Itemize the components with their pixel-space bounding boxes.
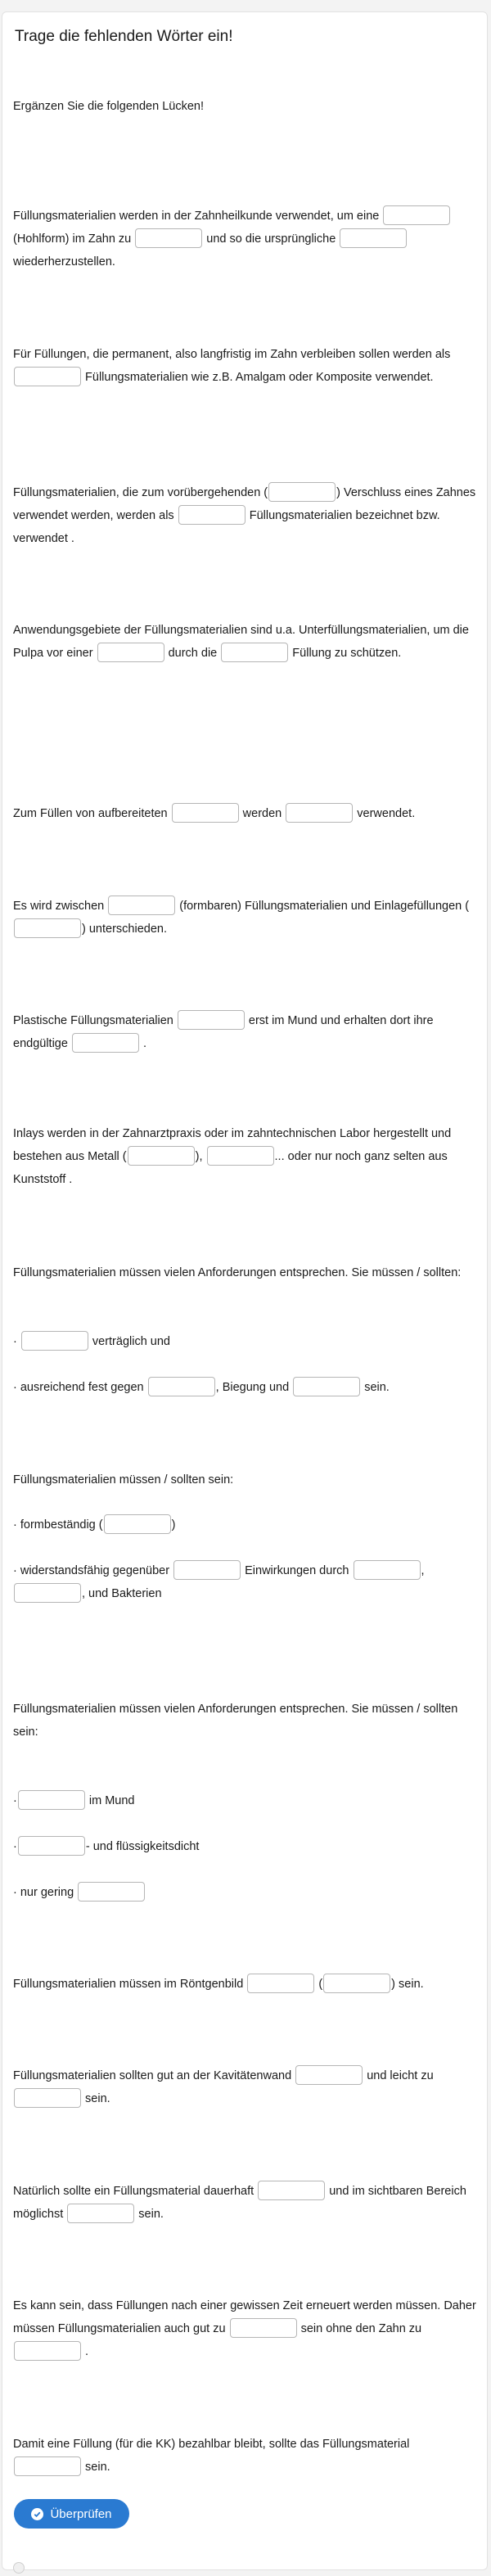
gap-input[interactable] xyxy=(128,1146,195,1166)
paragraph-text: und leicht zu xyxy=(363,2069,434,2082)
paragraph-text: , Biegung und xyxy=(215,1381,293,1394)
paragraph-text: wiederherzustellen. xyxy=(13,255,115,268)
gap-input[interactable] xyxy=(21,1331,88,1351)
cloze-paragraph xyxy=(13,481,478,550)
gap-input[interactable] xyxy=(247,1974,314,1993)
paragraph-text: ), xyxy=(195,1150,206,1163)
paragraph-text: durch die xyxy=(164,647,221,660)
gap-input[interactable] xyxy=(340,228,407,248)
cloze-paragraph xyxy=(13,1789,478,1812)
paragraph-text: · formbeständig ( xyxy=(13,1518,103,1532)
check-button[interactable] xyxy=(14,2499,129,2529)
paragraph-text: Inlays werden in der Zahnarztpraxis oder im zahntechnischen Labor hergestellt und bestehen aus Metall ( xyxy=(13,1127,452,1163)
gap-input[interactable] xyxy=(148,1377,215,1396)
paragraph-text: . xyxy=(139,1037,147,1050)
paragraph-text: Plastische Füllungsmaterialien xyxy=(13,1014,177,1027)
cloze-paragraph xyxy=(13,1122,478,1191)
paragraph-text: Damit eine Füllung (für die KK) bezahlbar bleibt, sollte das Füllungsmaterial xyxy=(13,2438,410,2451)
paragraph-text: werden xyxy=(239,807,286,820)
cloze-paragraph xyxy=(13,1835,478,1858)
paragraph-text: Für Füllungen, die permanent, also langfristig im Zahn verbleiben sollen werden als xyxy=(13,348,451,361)
cloze-paragraph xyxy=(13,1881,478,1904)
paragraph-text: Anwendungsgebiete der Füllungsmaterialien sind u.a. Unterfüllungsmaterialien, um die Pulpa vor einer xyxy=(13,624,469,660)
cloze-paragraph xyxy=(13,1559,478,1605)
gap-input[interactable] xyxy=(14,2456,81,2476)
gap-input[interactable] xyxy=(178,1010,245,1030)
paragraph-text: Füllungsmaterialien werden in der Zahnheilkunde verwendet, um eine xyxy=(13,210,383,223)
cloze-paragraph xyxy=(13,2180,478,2226)
cloze-paragraph xyxy=(13,1261,478,1284)
gap-input[interactable] xyxy=(97,643,164,662)
gap-input[interactable] xyxy=(72,1033,139,1053)
paragraph-text: sein. xyxy=(135,2208,164,2221)
paragraph-text: verträglich und xyxy=(88,1335,170,1348)
gap-input[interactable] xyxy=(293,1377,360,1396)
paragraph-text: erst im Mund und erhalten dort ihre endgültige xyxy=(13,1014,434,1050)
cloze-paragraph xyxy=(13,1468,478,1491)
cloze-paragraph xyxy=(13,205,478,273)
cloze-paragraph xyxy=(13,895,478,941)
paragraph-text: · xyxy=(13,1840,17,1853)
paragraph-text: sein ohne den Zahn zu xyxy=(297,2322,422,2335)
gap-input[interactable] xyxy=(104,1514,171,1534)
gap-input[interactable] xyxy=(323,1974,390,1993)
check-circle-icon xyxy=(31,2508,43,2520)
cloze-paragraph xyxy=(13,802,478,825)
exercise-title: Trage die fehlenden Wörter ein! xyxy=(15,28,233,45)
cloze-paragraph xyxy=(13,1376,478,1399)
scroll-indicator xyxy=(13,2562,25,2574)
cloze-paragraph xyxy=(13,1973,478,1996)
gap-input[interactable] xyxy=(354,1560,421,1580)
cloze-paragraph xyxy=(13,619,478,665)
gap-input[interactable] xyxy=(14,2088,81,2108)
paragraph-text: Es kann sein, dass Füllungen nach einer gewissen Zeit erneuert werden müssen. Daher müssen Füllungsmaterialien auch gut zu xyxy=(13,2299,476,2335)
paragraph-text: · xyxy=(13,1335,20,1348)
paragraph-text: im Mund xyxy=(85,1794,135,1807)
gap-input[interactable] xyxy=(258,2181,325,2200)
paragraph-text: · ausreichend fest gegen xyxy=(13,1381,147,1394)
paragraph-text: Zum Füllen von aufbereiteten xyxy=(13,807,171,820)
gap-input[interactable] xyxy=(286,803,353,823)
paragraph-text: Füllungsmaterialien müssen vielen Anforderungen entsprechen. Sie müssen / sollten sein: xyxy=(13,1703,458,1739)
paragraph-text: ) sein. xyxy=(391,1978,424,1991)
gap-input[interactable] xyxy=(14,918,81,938)
paragraph-text: (formbaren) Füllungsmaterialien und Einlagefüllungen ( xyxy=(176,900,470,913)
paragraph-text: und so die ursprüngliche xyxy=(203,232,340,246)
gap-input[interactable] xyxy=(18,1790,85,1810)
gap-input[interactable] xyxy=(172,803,239,823)
gap-input[interactable] xyxy=(14,367,81,386)
paragraph-text: ) xyxy=(171,1518,176,1532)
cloze-paragraph xyxy=(13,2294,478,2363)
gap-input[interactable] xyxy=(173,1560,241,1580)
paragraph-text: Füllungsmaterialien müssen vielen Anforderungen entsprechen. Sie müssen / sollten: xyxy=(13,1266,462,1279)
paragraph-text: Füllung zu schützen. xyxy=(289,647,402,660)
cloze-paragraph xyxy=(13,343,478,389)
paragraph-text: - und flüssigkeitsdicht xyxy=(85,1840,200,1853)
gap-input[interactable] xyxy=(67,2204,134,2223)
paragraph-text: Es wird zwischen xyxy=(13,900,108,913)
cloze-paragraph xyxy=(13,1009,478,1055)
paragraph-text: sein. xyxy=(361,1381,390,1394)
paragraph-text: · nur gering xyxy=(13,1886,78,1899)
gap-input[interactable] xyxy=(207,1146,274,1166)
gap-input[interactable] xyxy=(221,643,288,662)
gap-input[interactable] xyxy=(178,505,246,525)
paragraph-text: Einwirkungen durch xyxy=(241,1564,353,1577)
paragraph-text: . xyxy=(82,2345,89,2358)
paragraph-text: ) Verschluss eines Zahnes verwendet werden, werden als xyxy=(13,486,476,522)
paragraph-text: Füllungsmaterialien, die zum vorübergehenden ( xyxy=(13,486,268,499)
cloze-paragraph xyxy=(13,2433,478,2479)
paragraph-text: , xyxy=(421,1564,425,1577)
paragraph-text: verwendet. xyxy=(354,807,416,820)
paragraph-text: Füllungsmaterialien müssen / sollten sein: xyxy=(13,1473,234,1487)
gap-input[interactable] xyxy=(135,228,202,248)
paragraph-text: ) unterschieden. xyxy=(82,923,167,936)
paragraph-text: sein. xyxy=(82,2461,110,2474)
cloze-paragraph xyxy=(13,1330,478,1353)
gap-input[interactable] xyxy=(14,2341,81,2361)
cloze-paragraph xyxy=(13,1514,478,1536)
paragraph-text: ... oder nur noch ganz selten aus Kunststoff . xyxy=(13,1150,448,1186)
paragraph-text: Füllungsmaterialien sollten gut an der Kavitätenwand xyxy=(13,2069,295,2082)
gap-input[interactable] xyxy=(295,2065,363,2085)
paragraph-text: · widerstandsfähig gegenüber xyxy=(13,1564,173,1577)
check-button-label: Überprüfen xyxy=(50,2506,112,2521)
paragraph-text: Natürlich sollte ein Füllungsmaterial dauerhaft xyxy=(13,2185,258,2198)
gap-input[interactable] xyxy=(383,205,450,225)
paragraph-text: sein. xyxy=(82,2092,110,2105)
paragraph-text: · xyxy=(13,1794,17,1807)
paragraph-text: ( xyxy=(315,1978,323,1991)
cloze-paragraph xyxy=(13,1698,478,1744)
paragraph-text: Füllungsmaterialien bezeichnet bzw. verwendet . xyxy=(13,509,440,545)
gap-input[interactable] xyxy=(14,1583,81,1603)
paragraph-text: und im sichtbaren Bereich möglichst xyxy=(13,2185,466,2221)
gap-input[interactable] xyxy=(78,1882,145,1902)
paragraph-text: (Hohlform) im Zahn zu xyxy=(13,232,135,246)
instruction-text: Ergänzen Sie die folgenden Lücken! xyxy=(13,100,204,113)
gap-input[interactable] xyxy=(18,1836,85,1856)
paragraph-text: Füllungsmaterialien wie z.B. Amalgam oder Komposite verwendet. xyxy=(82,371,434,384)
paragraph-text: , und Bakterien xyxy=(82,1587,162,1600)
gap-input[interactable] xyxy=(230,2318,297,2338)
gap-input[interactable] xyxy=(268,482,336,502)
cloze-paragraph xyxy=(13,2064,478,2110)
paragraph-text: Füllungsmaterialien müssen im Röntgenbild xyxy=(13,1978,247,1991)
gap-input[interactable] xyxy=(108,896,175,915)
